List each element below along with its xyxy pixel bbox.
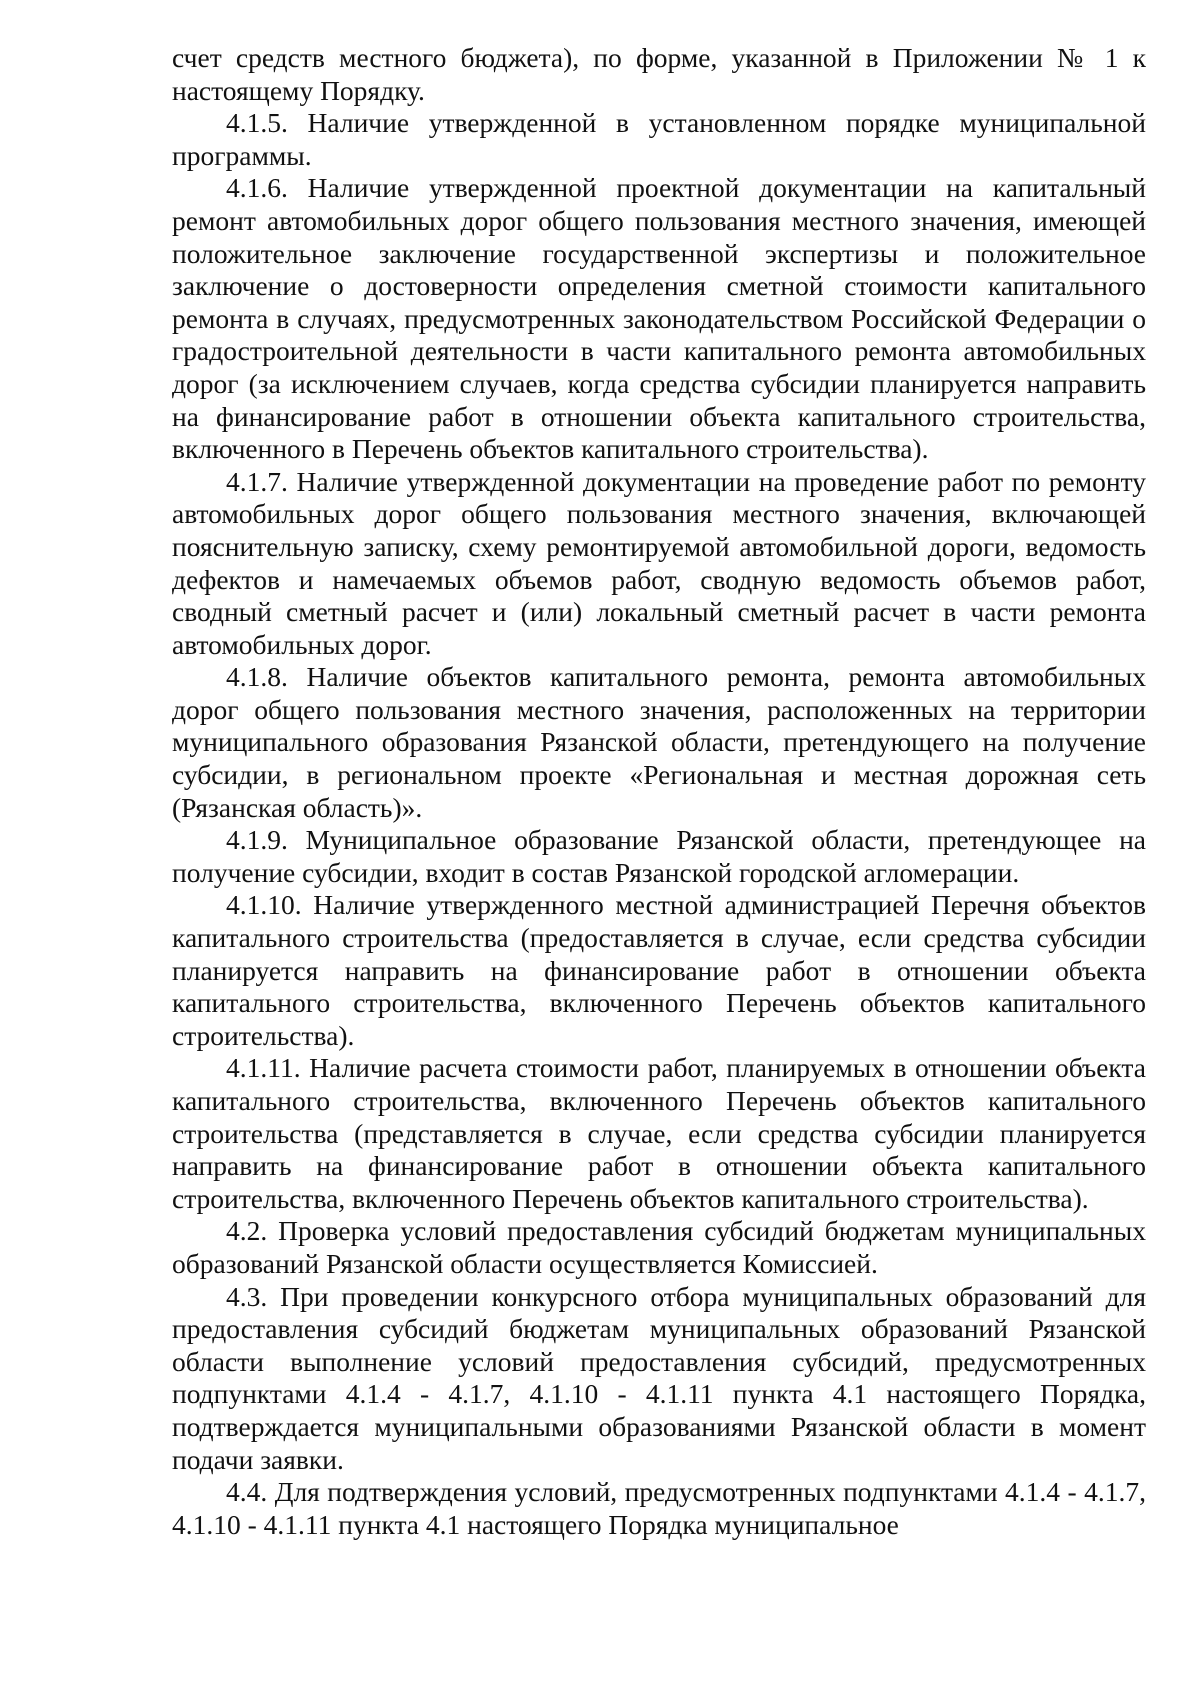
- paragraph-4-1-5: 4.1.5. Наличие утвержденной в установленном порядке муниципальной программы.: [172, 107, 1146, 171]
- paragraph-4-1-10: 4.1.10. Наличие утвержденного местной администрацией Перечня объектов капитального строительства (предоставляется в случае, если средства субсидии планируется направить на финансирование работ в отношении объекта капитального строительства, включенного Перечень объектов капитального строительства).: [172, 889, 1146, 1051]
- document-page: [172, 42, 1146, 1541]
- paragraph-4-4: 4.4. Для подтверждения условий, предусмотренных подпунктами 4.1.4 - 4.1.7, 4.1.10 - 4.1.11 пункта 4.1 настоящего Порядка муниципальное: [172, 1476, 1146, 1540]
- paragraph-4-1-8: 4.1.8. Наличие объектов капитального ремонта, ремонта автомобильных дорог общего пользования местного значения, расположенных на территории муниципального образования Рязанской области, претендующего на получение субсидии, в региональном проекте «Региональная и местная дорожная сеть (Рязанская область)».: [172, 661, 1146, 823]
- paragraph-continuation: счет средств местного бюджета), по форме, указанной в Приложении № 1 к настоящему Порядку.: [172, 42, 1146, 106]
- paragraph-4-1-6: 4.1.6. Наличие утвержденной проектной документации на капитальный ремонт автомобильных дорог общего пользования местного значения, имеющей положительное заключение государственной экспертизы и положительное заключение о достоверности определения сметной стоимости капитального ремонта в случаях, предусмотренных законодательством Российской Федерации о градостроительной деятельности в части капитального ремонта автомобильных дорог (за исключением случаев, когда средства субсидии планируется направить на финансирование работ в отношении объекта капитального строительства, включенного в Перечень объектов капитального строительства).: [172, 172, 1146, 465]
- paragraph-4-3: 4.3. При проведении конкурсного отбора муниципальных образований для предоставления субсидий бюджетам муниципальных образований Рязанской области выполнение условий предоставления субсидий, предусмотренных подпунктами 4.1.4 - 4.1.7, 4.1.10 - 4.1.11 пункта 4.1 настоящего Порядка, подтверждается муниципальными образованиями Рязанской области в момент подачи заявки.: [172, 1280, 1146, 1475]
- paragraph-4-1-11: 4.1.11. Наличие расчета стоимости работ, планируемых в отношении объекта капитального строительства, включенного Перечень объектов капитального строительства (представляется в случае, если средства субсидии планируется направить на финансирование работ в отношении объекта капитального строительства, включенного Перечень объектов капитального строительства).: [172, 1052, 1146, 1214]
- paragraph-4-1-9: 4.1.9. Муниципальное образование Рязанской области, претендующее на получение субсидии, входит в состав Рязанской городской агломерации.: [172, 824, 1146, 888]
- paragraph-4-1-7: 4.1.7. Наличие утвержденной документации на проведение работ по ремонту автомобильных дорог общего пользования местного значения, включающей пояснительную записку, схему ремонтируемой автомобильной дороги, ведомость дефектов и намечаемых объемов работ, сводную ведомость объемов работ, сводный сметный расчет и (или) локальный сметный расчет в части ремонта автомобильных дорог.: [172, 465, 1146, 660]
- paragraph-4-2: 4.2. Проверка условий предоставления субсидий бюджетам муниципальных образований Рязанской области осуществляется Комиссией.: [172, 1215, 1146, 1279]
